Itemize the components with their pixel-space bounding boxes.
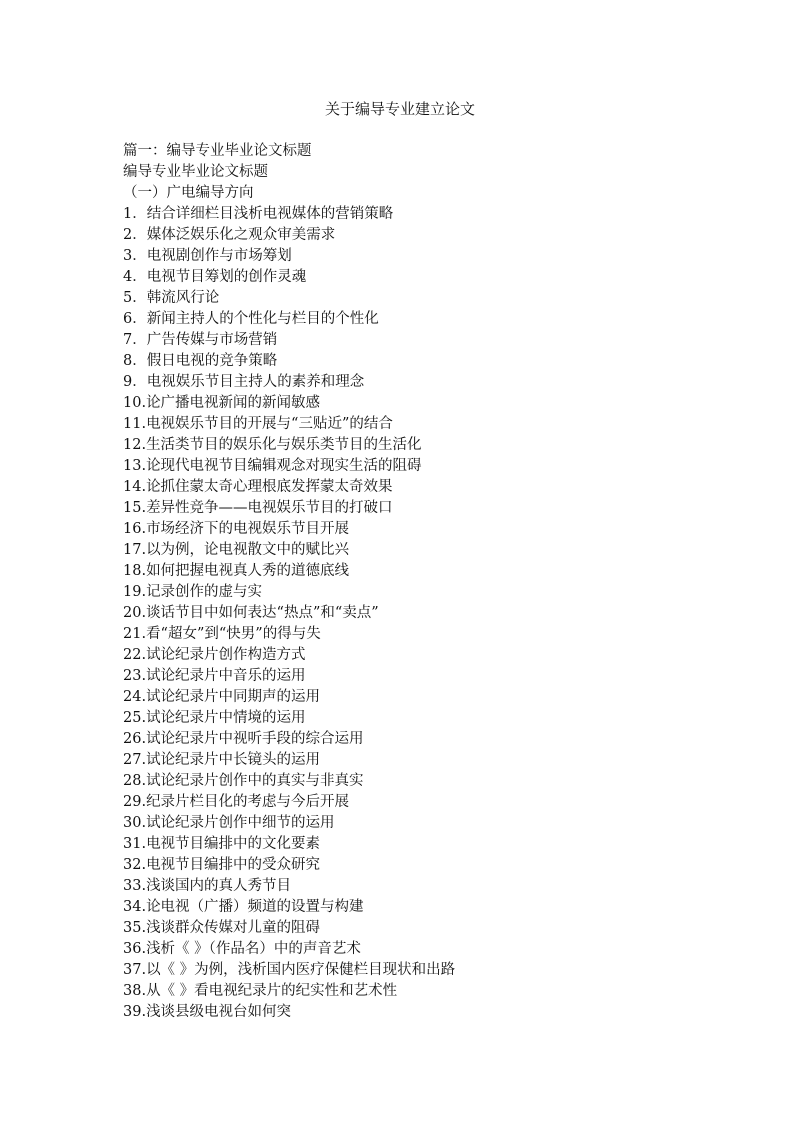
list-item bbox=[123, 393, 723, 414]
list-item bbox=[123, 435, 723, 456]
list-item-number: 8． bbox=[123, 353, 147, 369]
list-item-text: 论现代电视节目编辑观念对现实生活的阻碍 bbox=[146, 458, 422, 474]
list-item-number: 6． bbox=[123, 311, 147, 327]
list-item bbox=[123, 645, 723, 666]
list-item-text: 试论纪录片创作构造方式 bbox=[146, 647, 306, 663]
list-item bbox=[123, 1002, 723, 1023]
list-item-text: 浅谈群众传媒对儿童的阻碍 bbox=[146, 920, 321, 936]
list-item bbox=[123, 729, 723, 750]
list-item bbox=[123, 498, 723, 519]
list-item-number: 35. bbox=[123, 920, 147, 936]
list-item bbox=[123, 666, 723, 687]
subtitle: 编导专业毕业论文标题 bbox=[123, 164, 268, 180]
list-item-number: 16. bbox=[123, 521, 147, 537]
list-item-number: 24. bbox=[123, 689, 147, 705]
list-item bbox=[123, 225, 723, 246]
list-item-number: 22. bbox=[123, 647, 147, 663]
list-item bbox=[123, 981, 723, 1002]
list-item-text: 浅谈国内的真人秀节目 bbox=[146, 878, 292, 894]
list-item-text: 韩流风行论 bbox=[146, 290, 220, 306]
document-body bbox=[123, 141, 723, 1023]
list-item-number: 33. bbox=[123, 878, 147, 894]
list-item-text: 电视节目筹划的创作灵魂 bbox=[146, 269, 307, 285]
list-item-text: 广告传媒与市场营销 bbox=[146, 332, 278, 348]
list-item-number: 27. bbox=[123, 752, 147, 768]
list-item bbox=[123, 246, 723, 267]
list-item bbox=[123, 603, 723, 624]
list-item-number: 23. bbox=[123, 668, 147, 684]
list-item-number: 14. bbox=[123, 479, 147, 495]
list-item-text: 试论纪录片中情境的运用 bbox=[146, 710, 306, 726]
list-item-number: 4． bbox=[123, 269, 147, 285]
list-item-text: 电视节目编排中的受众研究 bbox=[146, 857, 321, 873]
list-item-number: 26. bbox=[123, 731, 147, 747]
list-item-number: 5． bbox=[123, 290, 147, 306]
list-item bbox=[123, 204, 723, 225]
list-item bbox=[123, 351, 723, 372]
list-item-text: 假日电视的竞争策略 bbox=[146, 353, 278, 369]
list-item-number: 31. bbox=[123, 836, 147, 852]
list-item-text: 新闻主持人的个性化与栏目的个性化 bbox=[146, 311, 379, 327]
list-item-text: 论抓住蒙太奇心理根底发挥蒙太奇效果 bbox=[146, 479, 393, 495]
list-item-text: 电视娱乐节目的开展与“三贴近”的结合 bbox=[146, 416, 393, 432]
list-item-text: 市场经济下的电视娱乐节目开展 bbox=[146, 521, 350, 537]
list-item bbox=[123, 792, 723, 813]
list-item-number: 37. bbox=[123, 962, 147, 978]
list-item bbox=[123, 939, 723, 960]
list-item-text: 论电视（广播）频道的设置与构建 bbox=[146, 899, 364, 915]
list-item-number: 3． bbox=[123, 248, 147, 264]
list-item-text: 以为例，论电视散文中的赋比兴 bbox=[146, 542, 350, 558]
list-item-number: 15. bbox=[123, 500, 147, 516]
list-item bbox=[123, 876, 723, 897]
list-item-number: 21. bbox=[123, 626, 147, 642]
list-item-number: 10. bbox=[123, 395, 147, 411]
list-item-number: 20. bbox=[123, 605, 147, 621]
list-item-text: 如何把握电视真人秀的道德底线 bbox=[146, 563, 350, 579]
list-item bbox=[123, 582, 723, 603]
list-item-number: 36. bbox=[123, 941, 147, 957]
list-item-text: 媒体泛娱乐化之观众审美需求 bbox=[146, 227, 336, 243]
list-item-number: 30. bbox=[123, 815, 147, 831]
list-item bbox=[123, 708, 723, 729]
list-item-number: 34. bbox=[123, 899, 147, 915]
list-item-text: 试论纪录片中音乐的运用 bbox=[146, 668, 306, 684]
list-item-number: 28. bbox=[123, 773, 147, 789]
list-item-text: 试论纪录片中同期声的运用 bbox=[146, 689, 321, 705]
list-item-number: 32. bbox=[123, 857, 147, 873]
list-item-number: 39. bbox=[123, 1004, 147, 1020]
list-item bbox=[123, 771, 723, 792]
list-item-number: 11. bbox=[123, 416, 147, 432]
list-item bbox=[123, 834, 723, 855]
list-item-text: 浅谈县级电视台如何突 bbox=[146, 1004, 292, 1020]
list-item bbox=[123, 414, 723, 435]
list-item-text: 结合详细栏目浅析电视媒体的营销策略 bbox=[146, 206, 394, 222]
list-item bbox=[123, 477, 723, 498]
list-item bbox=[123, 561, 723, 582]
list-item-text: 以《 》为例，浅析国内医疗保健栏目现状和出路 bbox=[146, 962, 456, 978]
list-item-text: 从《 》看电视纪录片的纪实性和艺术性 bbox=[146, 983, 398, 999]
list-item bbox=[123, 624, 723, 645]
list-item-number: 2． bbox=[123, 227, 147, 243]
list-item bbox=[123, 813, 723, 834]
topic-list bbox=[123, 204, 723, 1023]
list-item-text: 差异性竞争——电视娱乐节目的打破口 bbox=[146, 500, 393, 516]
list-item-number: 18. bbox=[123, 563, 147, 579]
list-item bbox=[123, 309, 723, 330]
list-item bbox=[123, 372, 723, 393]
list-item-number: 7． bbox=[123, 332, 147, 348]
list-item bbox=[123, 687, 723, 708]
list-item bbox=[123, 330, 723, 351]
list-item-number: 9． bbox=[123, 374, 147, 390]
list-item bbox=[123, 456, 723, 477]
list-item-text: 试论纪录片创作中细节的运用 bbox=[146, 815, 335, 831]
list-item-text: 电视剧创作与市场筹划 bbox=[146, 248, 292, 264]
list-item-number: 29. bbox=[123, 794, 147, 810]
list-item bbox=[123, 540, 723, 561]
list-item-text: 记录创作的虚与实 bbox=[146, 584, 263, 600]
list-item-text: 看“超女”到“快男”的得与失 bbox=[146, 626, 321, 642]
list-item-text: 电视节目编排中的文化要素 bbox=[146, 836, 321, 852]
document-title: 关于编导专业建立论文 bbox=[324, 100, 475, 118]
list-item-number: 17. bbox=[123, 542, 147, 558]
list-item-text: 谈话节目中如何表达“热点”和“卖点” bbox=[146, 605, 379, 621]
list-item-number: 12. bbox=[123, 437, 147, 453]
list-item bbox=[123, 960, 723, 981]
list-item bbox=[123, 897, 723, 918]
list-item bbox=[123, 855, 723, 876]
list-item-number: 1． bbox=[123, 206, 147, 222]
list-item-number: 19. bbox=[123, 584, 147, 600]
list-item-text: 电视娱乐节目主持人的素养和理念 bbox=[146, 374, 365, 390]
list-item bbox=[123, 750, 723, 771]
list-item bbox=[123, 918, 723, 939]
list-item-text: 试论纪录片中视听手段的综合运用 bbox=[146, 731, 364, 747]
list-item-text: 试论纪录片中长镜头的运用 bbox=[146, 752, 321, 768]
list-item-text: 试论纪录片创作中的真实与非真实 bbox=[146, 773, 364, 789]
list-item-number: 13. bbox=[123, 458, 147, 474]
list-item-number: 38. bbox=[123, 983, 147, 999]
list-item bbox=[123, 267, 723, 288]
list-item-text: 生活类节目的娱乐化与娱乐类节目的生活化 bbox=[146, 437, 422, 453]
list-item-text: 论广播电视新闻的新闻敏感 bbox=[146, 395, 321, 411]
list-item-number: 25. bbox=[123, 710, 147, 726]
list-item bbox=[123, 519, 723, 540]
chapter-heading: 篇一：编导专业毕业论文标题 bbox=[123, 143, 312, 159]
list-item bbox=[123, 288, 723, 309]
list-item-text: 纪录片栏目化的考虑与今后开展 bbox=[146, 794, 350, 810]
list-item-text: 浅析《 》（作品名）中的声音艺术 bbox=[146, 941, 361, 957]
section-heading: （一）广电编导方向 bbox=[123, 185, 254, 201]
